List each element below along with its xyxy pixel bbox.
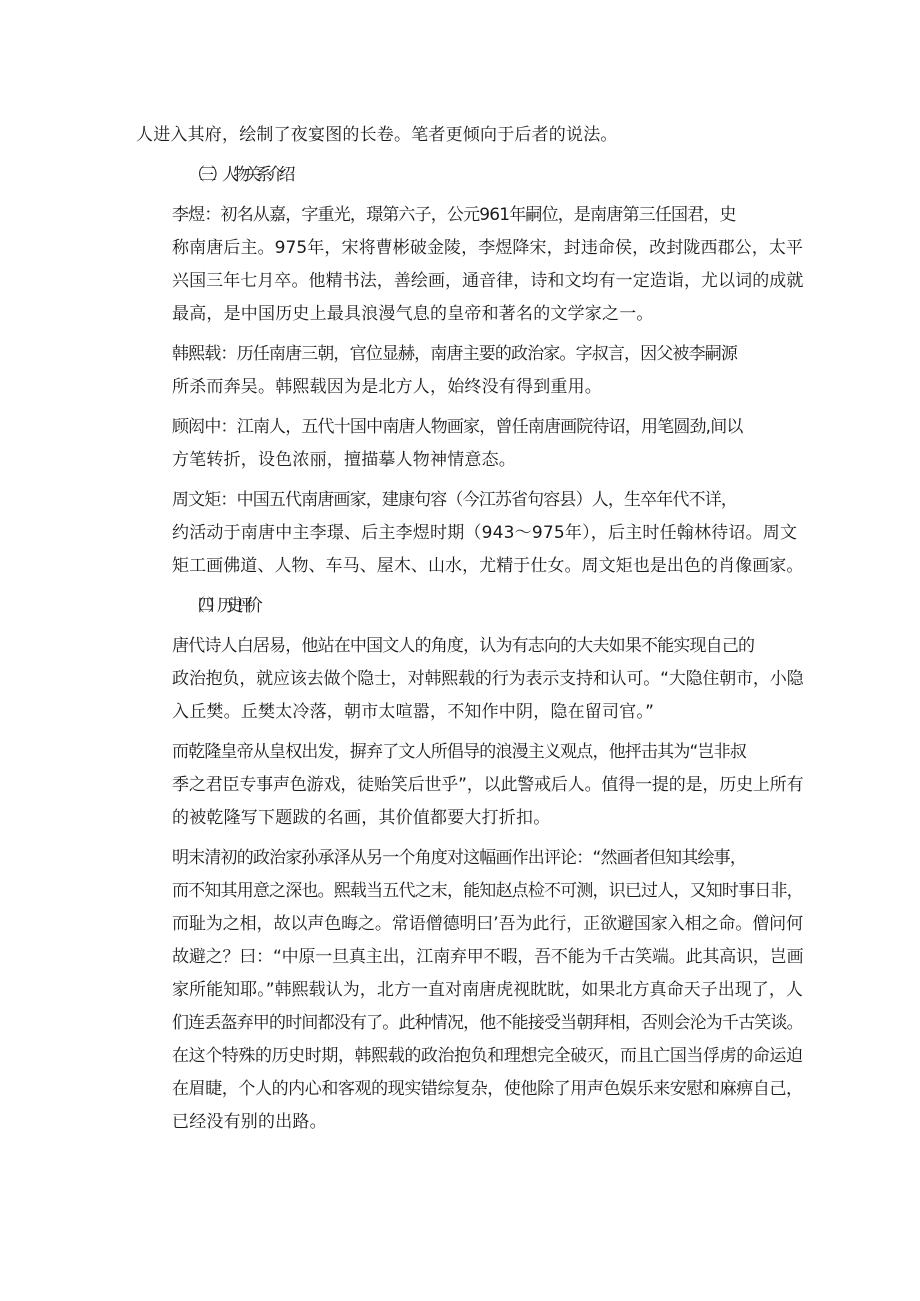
text-line: 所杀而奔吴。韩熙载因为是北方人，始终没有得到重用。 [172,377,602,397]
text-line: 在眉睫，个人的内心和客观的现实错综复杂，使他除了用声色娱乐来安慰和麻痹自己， [172,1079,803,1099]
body-paragraph [136,338,804,404]
text-line: 故避之？曰：“中原一旦真主出，江南弃甲不暇，吾不能为千古笑端。此其高识，岂画 [172,947,804,967]
text-line: 周文矩：中国五代南唐画家，建康句容（今江苏省句容县）人，生卒年代不详， [172,490,737,510]
body-paragraph [136,119,804,152]
text-line: 们连丢盔弃甲的时间都没有了。此种情况，他不能接受当朝拜相，否则会沦为千古笑谈。 [172,1013,803,1033]
text-line: 政治抱负，就应该去做个隐士，对韩熙载的行为表示支持和认可。“大隐住朝市，小隐 [172,669,804,689]
text-line: 唐代诗人白居易，他站在中国文人的角度，认为有志向的大夫如果不能实现自己的 [172,636,755,656]
text-line: 人进入其府，绘制了夜宴图的长卷。笔者更倾向于后者的说法。 [136,125,618,145]
text-line: 而不知其用意之深也。熙载当五代之末，能知赵点检不可测，识已过人，又知时事日非， [172,881,803,901]
text-line: 入丘樊。丘樊太冷落，朝市太喧嚣，不知作中阴，隐在留司官。” [172,702,655,722]
text-line: 明末清初的政治家孙承泽从另一个角度对这幅画作出评论：“然画者但知其绘事， [172,848,747,868]
text-line: 最高，是中国历史上最具浪漫气息的皇帝和著名的文学家之一。 [172,304,654,324]
text-line: 方笔转折，设色浓丽，擅描摹人物神情意态。 [172,450,516,470]
body-paragraph [136,842,804,1139]
section-heading [136,159,804,192]
text-line: （三）人物关系介绍 [188,165,290,185]
text-line: 韩熙载：历任南唐三朝，官位显赫，南唐主要的政治家。字叔言，因父被李嗣源 [172,344,737,364]
text-line: 而乾隆皇帝从皇权出发，摒弃了文人所倡导的浪漫主义观点，他抨击其为“岂非叔 [172,742,747,762]
body-paragraph [136,411,804,477]
text-line: 李煜：初名从嘉，字重光，璟第六子，公元961年嗣位，是南唐第三任国君，史 [172,205,736,225]
body-paragraph [136,199,804,331]
text-line: 兴国三年七月卒。他精书法，善绘画，通音律，诗和文均有一定造诣，尤以词的成就 [172,271,804,291]
text-line: 已经没有别的出路。 [172,1112,327,1132]
body-paragraph [136,736,804,835]
text-line: （四）历史评价 [188,596,256,616]
text-line: 称南唐后主。975年，宋将曹彬破金陵，李煜降宋，封违命侯，改封陇西郡公，太平 [172,238,804,258]
text-line: 而耻为之相，故以声色晦之。常语僧德明曰’吾为此行，正欲避国家入相之命。僧问何 [172,914,804,934]
text-line: 在这个特殊的历史时期，韩熙载的政治抱负和理想完全破灭，而且亡国当俘虏的命运迫 [172,1046,803,1066]
document-body [136,119,804,1146]
section-heading [136,590,804,623]
body-paragraph [136,484,804,583]
text-line: 季之君臣专事声色游戏，徒贻笑后世乎”，以此警戒后人。值得一提的是，历史上所有 [172,775,804,795]
body-paragraph [136,630,804,729]
text-line: 家所能知耶。”韩熙载认为，北方一直对南唐虎视眈眈，如果北方真命天子出现了，人 [172,980,803,1000]
text-line: 矩工画佛道、人物、车马、屋木、山水，尤精于仕女。周文矩也是出色的肖像画家。 [172,556,804,576]
text-line: 顾闳中：江南人，五代十国中南唐人物画家，曾任南唐画院待诏，用笔圆劲,间以 [172,417,743,437]
text-line: 约活动于南唐中主李璟、后主李煜时期（943～975年），后主时任翰林待诏。周文 [172,523,798,543]
text-line: 的被乾隆写下题跋的名画，其价值都要大打折扣。 [172,808,551,828]
